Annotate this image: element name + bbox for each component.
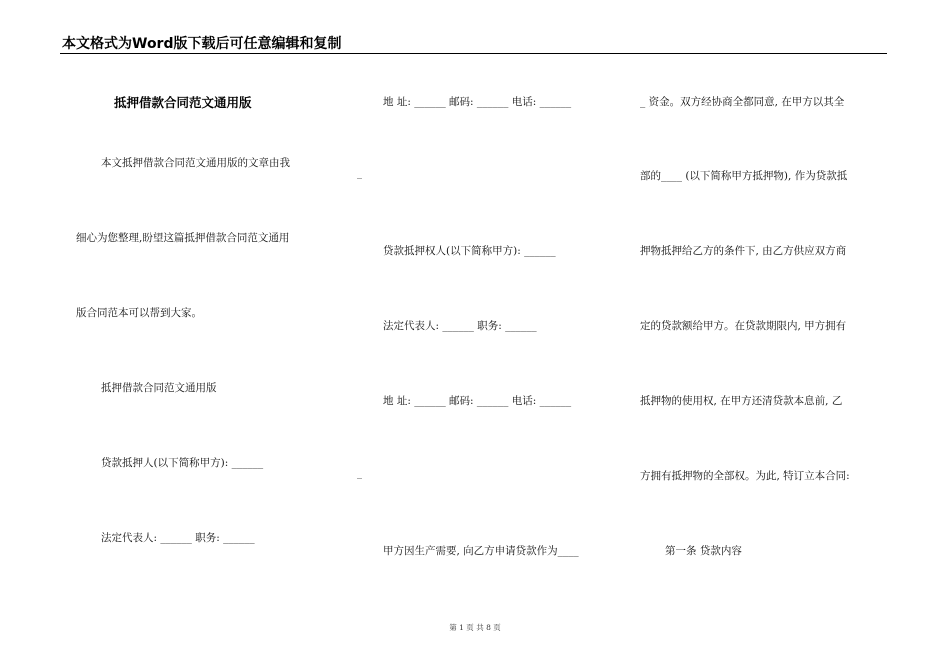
page-number: 第 1 页 共 8 页 bbox=[449, 623, 501, 632]
paragraph-line: 贷款抵押权人(以下简称甲方): ______ bbox=[383, 245, 556, 257]
paragraph-line: 法定代表人: ______ 职务: ______ bbox=[383, 320, 537, 332]
paragraph-line: 部的____ (以下简称甲方抵押物), 作为贷款抵 bbox=[640, 170, 848, 182]
paragraph-line: 法定代表人: ______ 职务: ______ bbox=[101, 532, 255, 544]
column-separator-mark: _ bbox=[357, 468, 362, 479]
paragraph-line: 地 址: ______ 邮码: ______ 电话: ______ bbox=[383, 395, 572, 407]
paragraph-line: 押物抵押给乙方的条件下, 由乙方供应双方商 bbox=[640, 245, 847, 257]
paragraph-line: 甲方因生产需要, 向乙方申请贷款作为____ bbox=[383, 545, 579, 557]
paragraph-line: 定的贷款额给甲方。在贷款期限内, 甲方拥有 bbox=[640, 320, 847, 332]
paragraph-line: 贷款抵押人(以下简称甲方): ______ bbox=[101, 457, 264, 469]
paragraph-line: 抵押借款合同范文通用版 bbox=[101, 382, 217, 394]
paragraph-line: 版合同范本可以帮到大家。 bbox=[76, 307, 202, 319]
paragraph-line: 抵押物的使用权, 在甲方还清贷款本息前, 乙 bbox=[640, 395, 843, 407]
paragraph-line: 细心为您整理,盼望这篇抵押借款合同范文通用 bbox=[76, 232, 290, 244]
document-header-title: 本文格式为Word版下载后可任意编辑和复制 bbox=[62, 36, 342, 52]
paragraph-line: 地 址: ______ 邮码: ______ 电话: ______ bbox=[383, 96, 572, 108]
column-separator-mark: _ bbox=[357, 168, 362, 179]
header-divider bbox=[60, 53, 887, 54]
paragraph-line: 本文抵押借款合同范文通用版的文章由我 bbox=[101, 157, 290, 169]
document-title: 抵押借款合同范文通用版 bbox=[114, 95, 252, 110]
paragraph-line: 方拥有抵押物的全部权。为此, 特订立本合同: bbox=[640, 470, 850, 482]
paragraph-line: _ 资金。双方经协商全都同意, 在甲方以其全 bbox=[640, 96, 845, 108]
section-heading: 第一条 贷款内容 bbox=[665, 545, 742, 557]
